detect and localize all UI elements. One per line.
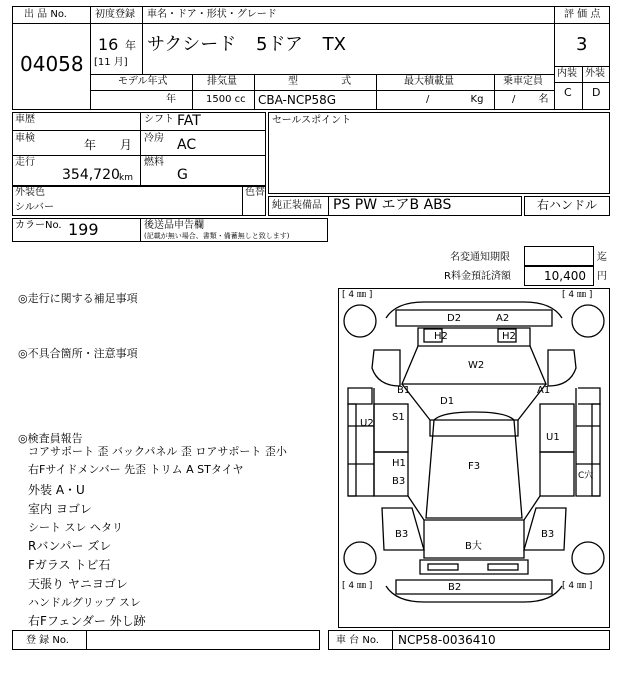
- lot-number: 04058: [20, 52, 84, 76]
- registration-year-unit: 年: [125, 39, 136, 52]
- mark-a2: A2: [496, 313, 510, 324]
- recycle-fee-label: R料金預託済額: [444, 271, 511, 282]
- mark-b-large: B大: [465, 541, 482, 552]
- sales-points-label: セールスポイント: [272, 115, 352, 126]
- interior-label: 内装: [557, 68, 577, 79]
- mark-h1: H1: [392, 458, 406, 469]
- inspector-line: Fガラス トビ石: [28, 558, 111, 572]
- mark-w2: W2: [468, 360, 485, 371]
- name-change-box: [524, 246, 594, 266]
- fuel-label: 燃料: [144, 157, 164, 168]
- mark-b2: B2: [448, 582, 462, 593]
- displacement-label: 排気量: [207, 76, 237, 87]
- shift-label: シフト: [144, 114, 174, 125]
- max-load-label: 最大積載量: [404, 76, 454, 87]
- ext-color-value: シルバー: [15, 202, 55, 213]
- model-year-label: モデル年式: [118, 76, 168, 87]
- vehicle-damage-diagram: [338, 288, 610, 628]
- capacity-label: 乗車定員: [503, 76, 543, 87]
- mark-h2-left: H2: [434, 331, 448, 342]
- exterior-label: 外装: [585, 68, 605, 79]
- exterior-grade: D: [592, 86, 601, 99]
- ac-value: AC: [177, 137, 197, 153]
- model-code-label: 型 式: [288, 76, 352, 87]
- mark-d2: D2: [447, 313, 462, 324]
- model-code: CBA-NCP58G: [258, 93, 337, 107]
- mark-h2-right: H2: [502, 331, 516, 342]
- mark-b3-right: B3: [541, 529, 555, 540]
- first-registration-label: 初度登録: [95, 9, 135, 20]
- ac-label: 冷房: [144, 133, 164, 144]
- registration-year: 16: [98, 35, 119, 54]
- mark-b3-left: B3: [395, 529, 409, 540]
- color-no-label: カラーNo.: [15, 220, 62, 231]
- mark-u2: U2: [360, 418, 374, 429]
- interior-grade: C: [564, 86, 572, 99]
- lot-number-label: 出 品 No.: [24, 9, 67, 20]
- recycle-fee-value: 10,400: [544, 269, 586, 283]
- mileage-value: 354,720: [62, 167, 120, 183]
- inspector-line: ハンドルグリップ スレ: [28, 596, 141, 609]
- history-label: 車歴: [15, 114, 35, 125]
- steering-value: 右ハンドル: [537, 198, 598, 212]
- vehicle-name-label: 車名・ドア・形状・グレード: [147, 9, 277, 20]
- inspection-label: 車検: [15, 133, 35, 144]
- inspection-value: 年 月: [84, 138, 132, 152]
- recolor-label: 色替: [245, 187, 265, 198]
- displacement-value: 1500 cc: [206, 94, 246, 105]
- score: 3: [576, 34, 588, 55]
- mileage-label: 走行: [15, 157, 35, 168]
- details-left-block: [12, 112, 266, 186]
- supplementary-heading: ◎走行に関する補足事項: [18, 292, 138, 305]
- mark-d1: D1: [440, 396, 455, 407]
- mark-f3: F3: [468, 461, 481, 472]
- color-no-value: 199: [68, 220, 99, 239]
- mark-c-hole: C穴: [578, 471, 594, 481]
- inspector-line: Rバンパー ズレ: [28, 539, 112, 553]
- registration-month: [11 月]: [94, 57, 128, 68]
- score-label: 評 価 点: [564, 9, 601, 20]
- tire-rear-right-icon: [572, 542, 604, 574]
- ext-color-label: 外装色: [15, 187, 45, 198]
- chassis-value: NCP58-0036410: [398, 633, 496, 647]
- document-report-note: (記載が無い場合、書類・備蓄無しと致します): [144, 232, 290, 240]
- inspector-line: 右Fフェンダー 外し跡: [28, 614, 146, 628]
- mileage-unit: km: [119, 173, 133, 183]
- fuel-value: G: [177, 167, 188, 183]
- chassis-label: 車 台 No.: [336, 635, 379, 646]
- mark-b3-mid: B3: [392, 476, 406, 487]
- equipment-label: 純正装備品: [272, 200, 322, 211]
- inspector-line: 室内 ヨゴレ: [28, 502, 92, 516]
- inspector-heading: ◎検査員報告: [18, 432, 83, 445]
- tire-rear-left-icon: [344, 542, 376, 574]
- mark-u1: U1: [546, 432, 560, 443]
- mark-s1: S1: [392, 412, 405, 423]
- document-report-label: 後送品申告欄: [144, 220, 204, 231]
- tire-tr-depth: [ 4 ㎜ ]: [562, 290, 593, 300]
- mark-a1: A1: [537, 385, 551, 396]
- inspector-line: 外装 A・U: [28, 483, 85, 497]
- capacity-value: / 名: [512, 94, 549, 105]
- mark-b1: B1: [397, 385, 411, 396]
- model-year-unit: 年: [166, 94, 176, 105]
- vehicle-name: サクシード 5ドア TX: [147, 34, 346, 55]
- max-load-value: / Kg: [426, 94, 484, 105]
- name-change-label: 名変通知期限: [450, 252, 510, 263]
- tire-br-depth: [ 4 ㎜ ]: [562, 581, 593, 591]
- equipment-value: PS PW エアB ABS: [333, 197, 452, 213]
- shift-value: FAT: [177, 113, 201, 129]
- tire-tl-depth: [ 4 ㎜ ]: [342, 290, 373, 300]
- tire-bl-depth: [ 4 ㎜ ]: [342, 581, 373, 591]
- recycle-fee-unit: 円: [597, 271, 607, 282]
- tire-front-right-icon: [572, 305, 604, 337]
- name-change-unit: 迄: [597, 252, 607, 263]
- inspector-line: 天張り ヤニヨゴレ: [28, 577, 128, 591]
- inspector-line: シート スレ ヘタリ: [28, 521, 123, 534]
- tire-front-left-icon: [344, 305, 376, 337]
- defects-heading: ◎不具合箇所・注意事項: [18, 347, 138, 360]
- inspector-line: コアサポート 歪 バックパネル 歪 ロアサポート 歪小: [28, 445, 287, 458]
- inspector-line: 右Fサイドメンバー 先歪 トリム A STタイヤ: [28, 463, 244, 476]
- registration-label: 登 録 No.: [26, 635, 69, 646]
